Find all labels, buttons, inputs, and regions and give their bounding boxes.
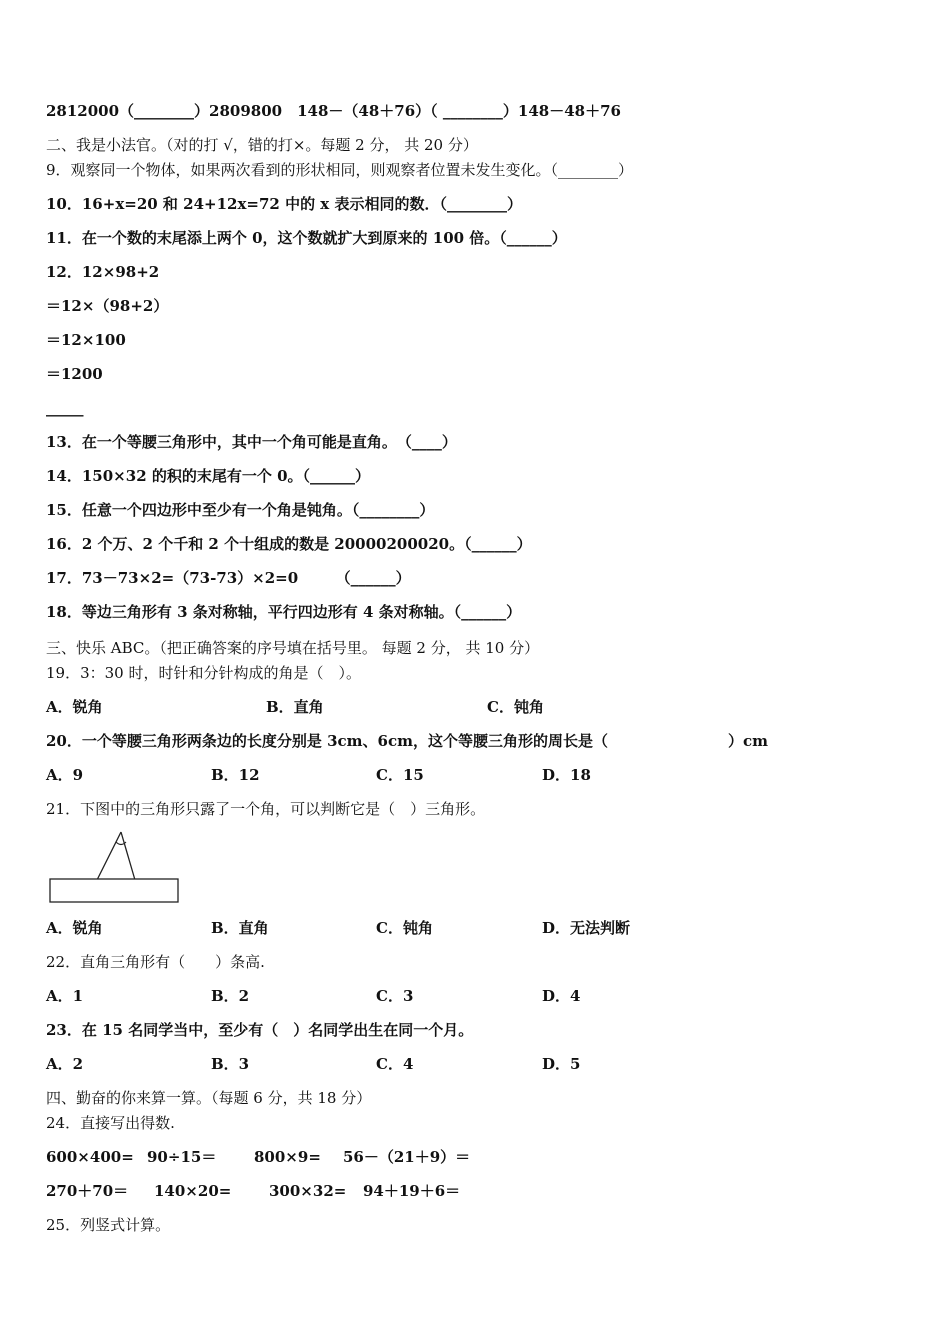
q19-option-c: C．钝角 xyxy=(487,698,544,716)
q22-option-c: C．3 xyxy=(376,987,414,1005)
question-13: 13．在一个等腰三角形中，其中一个角可能是直角。 （____） xyxy=(46,433,457,451)
q22-option-b: B．2 xyxy=(211,987,250,1005)
question-22: 22．直角三角形有（ ）条高. xyxy=(46,953,265,971)
question-24: 24．直接写出得数. xyxy=(46,1114,175,1132)
q23-option-c: C．4 xyxy=(376,1055,414,1073)
question-12-line1: 12．12×98+2 xyxy=(46,263,160,281)
calc-item: 94＋19＋6＝ xyxy=(363,1182,461,1200)
question-25: 25．列竖式计算。 xyxy=(46,1216,171,1234)
q19-option-a: A．锐角 xyxy=(46,698,103,716)
q21-option-d: D．无法判断 xyxy=(542,919,631,937)
calc-item: 800×9= xyxy=(254,1148,321,1166)
q8-comparison-line: 2812000（________）2809800 148－（48＋76）（ ________）148－48＋76 xyxy=(46,102,621,120)
q23-option-a: A．2 xyxy=(46,1055,84,1073)
question-16: 16．2 个万、2 个千和 2 个十组成的数是 20000200020。（______） xyxy=(46,535,532,553)
calc-item: 56－（21＋9）＝ xyxy=(343,1148,471,1166)
q23-option-d: D．5 xyxy=(542,1055,581,1073)
q20-option-d: D．18 xyxy=(542,766,591,784)
q20-option-c: C．15 xyxy=(376,766,424,784)
q21-option-a: A．锐角 xyxy=(46,919,103,937)
section-3-heading: 三、快乐 ABC。（把正确答案的序号填在括号里。 每题 2 分， 共 10 分） xyxy=(46,639,540,657)
question-10: 10．16+x=20 和 24+12x=72 中的 x 表示相同的数．（________） xyxy=(46,195,522,213)
question-12-answer-blank: _____ xyxy=(46,399,84,417)
q22-option-d: D．4 xyxy=(542,987,581,1005)
hidden-triangle-figure xyxy=(46,828,186,908)
section-4-heading: 四、勤奋的你来算一算。（每题 6 分，共 18 分） xyxy=(46,1089,372,1107)
question-9: 9．观察同一个物体，如果两次看到的形状相同，则观察者位置未发生变化。（________） xyxy=(46,161,634,179)
question-17: 17．73－73×2=（73-73）×2=0 （______） xyxy=(46,569,411,587)
question-12-line4: ＝1200 xyxy=(46,365,103,383)
calc-item: 270＋70＝ xyxy=(46,1182,129,1200)
question-18: 18．等边三角形有 3 条对称轴，平行四边形有 4 条对称轴。（______） xyxy=(46,603,522,621)
question-11: 11．在一个数的末尾添上两个 0，这个数就扩大到原来的 100 倍。（______） xyxy=(46,229,567,247)
q22-option-a: A．1 xyxy=(46,987,84,1005)
question-12-line2: ＝12×（98+2） xyxy=(46,297,169,315)
question-23: 23．在 15 名同学当中，至少有（ ）名同学出生在同一个月。 xyxy=(46,1021,474,1039)
calc-item: 90÷15＝ xyxy=(147,1148,217,1166)
question-21: 21．下图中的三角形只露了一个角，可以判断它是（ ）三角形。 xyxy=(46,800,486,818)
q20-option-b: B．12 xyxy=(211,766,260,784)
covering-rectangle xyxy=(50,879,178,902)
question-20: 20．一个等腰三角形两条边的长度分别是 3cm、6cm，这个等腰三角形的周长是（ ）cm xyxy=(46,732,768,750)
q21-option-c: C．钝角 xyxy=(376,919,433,937)
section-2-heading: 二、我是小法官。（对的打 √，错的打×。每题 2 分， 共 20 分） xyxy=(46,136,478,154)
q23-option-b: B．3 xyxy=(211,1055,250,1073)
triangle-left-side xyxy=(97,832,121,880)
q21-option-b: B．直角 xyxy=(211,919,269,937)
q20-option-a: A．9 xyxy=(46,766,84,784)
q19-option-b: B．直角 xyxy=(266,698,324,716)
question-14: 14．150×32 的积的末尾有一个 0。（______） xyxy=(46,467,371,485)
calc-item: 300×32= xyxy=(269,1182,347,1200)
calc-item: 600×400= xyxy=(46,1148,134,1166)
question-19: 19．3：30 时，时针和分针构成的角是（ ）。 xyxy=(46,664,361,682)
question-15: 15．任意一个四边形中至少有一个角是钝角。（________） xyxy=(46,501,435,519)
triangle-right-side xyxy=(121,832,135,880)
calc-item: 140×20= xyxy=(154,1182,232,1200)
question-12-line3: ＝12×100 xyxy=(46,331,126,349)
